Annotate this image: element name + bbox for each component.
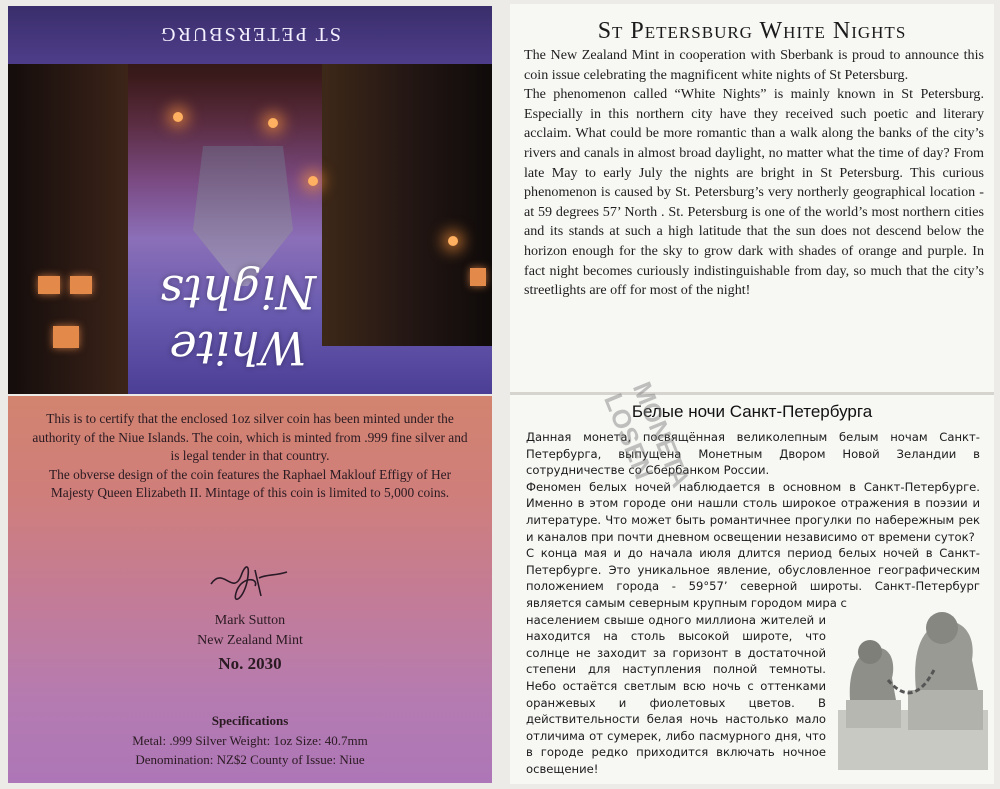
cover-title-line1: White bbox=[169, 321, 307, 375]
specifications-line: Metal: .999 Silver Weight: 1oz Size: 40.7mm bbox=[132, 733, 368, 748]
signature-image bbox=[203, 556, 293, 610]
fold-line bbox=[510, 392, 994, 395]
russian-paragraph: Феномен белых ночей наблюдается в основном в Санкт-Петербурге. Именно в этом городе они нашли столь широкое отражения в поэзии и литературе. Что может быть романтичнее прогулки по набережным рек и каналов при почти дневном освещении независимо от времени суток? bbox=[526, 479, 980, 544]
street-light bbox=[173, 112, 183, 122]
lit-window bbox=[470, 268, 486, 286]
street-light bbox=[448, 236, 458, 246]
english-paragraph: The phenomenon called “White Nights” is mainly known in St Petersburg. Especially in this northern city have they received such poetic and literary acclaim. What could be more romantic than a walk along the banks of the city’s rivers and canals in almost broad daylight, no matter what the time of day? From late May to early July the nights are bright in St Petersburg. This curious phenomenon is caused by St. Petersburg’s very northerly geographical location - at 59 degrees 57’ North . St. Petersburg is one of the world’s most northern cities and its stands at such a high latitude that the sun does not descend below the horizon enough for the sky to grow dark with shades of orange and purple. In fact night becomes curiously indistinguishable from day, so much that the city’s streetlights are off for most of the night! bbox=[524, 86, 984, 299]
english-title: St Petersburg White Nights bbox=[597, 18, 907, 44]
cover-title bbox=[128, 246, 348, 376]
russian-paragraph: населением свыше одного миллиона жителей и находится на столь высокой широте, что солнце не заходит за горизонт в достаточной степени для наступления полной темноты. Небо остаётся светлым всю ночь с оттенками оранжевых и фиолетовых цветов. В действительности белая ночь настолько мало отличима от сумерек, либо пасмурного дня, что в городе редко приходится включать ночное освещение! bbox=[526, 612, 826, 776]
specifications-line: Denomination: NZ$2 County of Issue: Niue bbox=[135, 752, 365, 767]
cover-photo bbox=[8, 6, 492, 394]
signer-name: Mark Sutton bbox=[214, 613, 286, 628]
russian-paragraph: Данная монета, посвящённая великолепным белым ночам Санкт-Петербурга, выпущена Монетным Двором Новой Зеландии в сотрудничестве со Сбербанком России. bbox=[526, 430, 980, 478]
specifications-title: Specifications bbox=[211, 713, 289, 728]
russian-title: Белые ночи Санкт-Петербурга bbox=[631, 402, 873, 421]
certificate-paragraph: This is to certify that the enclosed 1oz silver coin has been minted under the authority of the Niue Islands. The coin, which is minted from .999 fine silver and is legal tender in that country. bbox=[32, 411, 468, 463]
certificate-number: No. 2030 bbox=[218, 654, 282, 673]
certificate-paragraph: The obverse design of the coin features the Raphael Maklouf Effigy of Her Majesty Queen Elizabeth II. Mintage of this coin is limited to 5,000 coins. bbox=[48, 466, 452, 500]
street-light bbox=[268, 118, 278, 128]
english-paragraph: The New Zealand Mint in cooperation with Sberbank is proud to announce this coin issue celebrating the magnificent white nights of St Petersburg. bbox=[524, 47, 984, 83]
lit-window bbox=[53, 326, 79, 348]
signer-block bbox=[8, 611, 492, 651]
signer-org: New Zealand Mint bbox=[197, 633, 303, 648]
english-text bbox=[524, 46, 984, 301]
lit-window bbox=[70, 276, 92, 294]
stamp-watermark: MONETA LOSEN bbox=[598, 377, 696, 491]
street-light bbox=[308, 176, 318, 186]
cover-title-line2: Nights bbox=[159, 265, 317, 319]
lion-statues-image bbox=[838, 600, 988, 770]
cover-caption: ST PETERSBURG bbox=[159, 23, 341, 45]
russian-paragraph: С конца мая и до начала июля длится период белых ночей в Санкт-Петербурге. Это уникальное явление, обусловленное географическим положением города - 59°57’ северной широты. Санкт-Петербург является самым северным крупным городом мира с bbox=[526, 546, 980, 610]
certificate-text bbox=[30, 410, 470, 503]
lit-window bbox=[38, 276, 60, 294]
certificate-panel bbox=[8, 396, 492, 783]
